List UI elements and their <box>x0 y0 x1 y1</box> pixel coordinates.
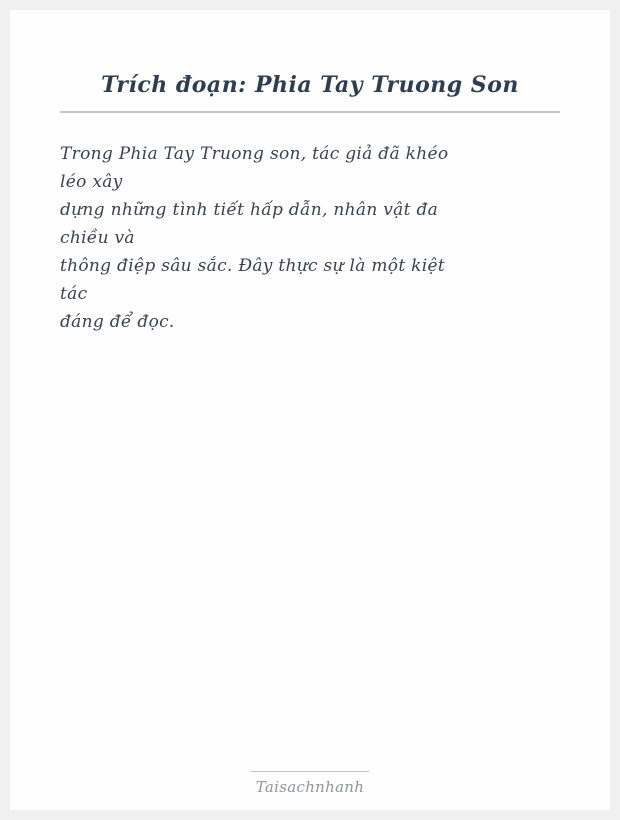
footer-divider <box>251 771 369 772</box>
title-divider <box>60 111 560 113</box>
excerpt-line: Trong Phia Tay Truong son, tác giả đã khéo <box>60 144 449 164</box>
excerpt-line: đáng để đọc. <box>60 312 175 332</box>
excerpt-line: thông điệp sâu sắc. Đây thực sự là một kiệt <box>60 256 446 276</box>
document-page <box>10 10 610 810</box>
excerpt-line: chiều và <box>60 228 135 248</box>
footer-brand: Taisachnhanh <box>255 778 365 796</box>
excerpt-line: tác <box>60 284 88 304</box>
page-title: Trích đoạn: Phia Tay Truong Son <box>101 72 519 98</box>
excerpt-line: léo xây <box>60 172 123 192</box>
excerpt-line: dựng những tình tiết hấp dẫn, nhân vật đa <box>60 200 439 220</box>
page-footer <box>10 771 610 796</box>
excerpt-body <box>60 140 540 336</box>
